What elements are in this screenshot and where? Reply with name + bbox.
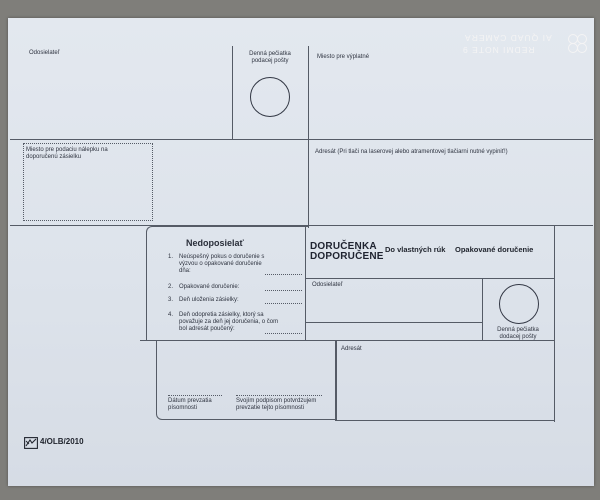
slip-item-4-text: Deň odopretia zásielky, ktorý sa považuje za deň jej doručenia, o čom bol adresát poučený:	[179, 312, 279, 332]
slip-item-4-num: 4.	[168, 312, 174, 318]
signature-fill	[236, 395, 322, 396]
payment-label: Miesto pre výplatné	[317, 54, 370, 60]
divider-top-horizontal	[10, 139, 593, 140]
slip-item-2-fill	[265, 290, 302, 291]
sender-label: Odosielateľ	[29, 50, 60, 56]
slip-item-2-num: 2.	[168, 284, 174, 290]
form-code: 4/OLB/2010	[40, 437, 84, 446]
date-label: Dátum prevzatia písomnosti	[168, 398, 212, 411]
camera-watermark	[462, 32, 592, 56]
receipt-addressee-label: Adresát	[341, 346, 362, 352]
receipt-title: DORUČENKA DOPORUČENE	[310, 241, 384, 262]
stamp-circle	[250, 77, 290, 117]
addressee-box-left	[335, 341, 337, 421]
slip-heading: Nedoposielať	[186, 238, 244, 248]
slip-item-1-fill	[265, 274, 302, 275]
slip-item-3-text: Deň uloženia zásielky:	[179, 297, 239, 303]
date-fill	[168, 395, 222, 396]
receipt-divider-1	[305, 278, 555, 279]
receipt-right-edge	[554, 226, 555, 422]
slip-item-2-text: Opakované doručenie:	[179, 284, 240, 290]
slip-item-1-text: Neúspešný pokus o doručenie s výzvou o opakované doručenie dňa:	[179, 254, 265, 274]
receipt-personal: Do vlastných rúk	[385, 245, 446, 254]
receipt-stamp-label: Denná pečiatka dodacej pošty	[497, 327, 539, 340]
divider-top-vertical-2	[308, 46, 309, 228]
sticker-label: Miesto pre podaciu nálepku na doporučenú zásielku	[26, 147, 108, 160]
divider-top-vertical-1	[232, 46, 233, 140]
receipt-stamp-circle	[499, 284, 539, 324]
watermark-line-1: REDMI NOTE 9	[462, 45, 535, 55]
receipt-divider-2	[305, 322, 483, 323]
camera-lens-icon-4	[577, 43, 587, 53]
slip-item-4-fill	[265, 333, 302, 334]
slip-item-3-fill	[265, 303, 302, 304]
receipt-sender-label: Odosielateľ	[312, 282, 343, 288]
receipt-bottom-edge	[336, 420, 555, 421]
stamp-label: Denná pečiatka podacej pošty	[249, 51, 291, 64]
signature-label: Svojím podpisom potvrdzujem prevzatie tejto písomnosti	[236, 398, 317, 411]
addressee-label: Adresát (Pri tlači na laserovej alebo atramentovej tlačiarni nutné vypiniť!)	[315, 149, 508, 155]
slip-item-1-num: 1.	[168, 254, 174, 260]
post-logo-icon	[24, 436, 38, 448]
receipt-stamp-box-left	[482, 278, 483, 340]
receipt-repeat: Opakované doručenie	[455, 245, 534, 254]
watermark-line-2: AI QUAD CAMERA	[464, 33, 552, 43]
slip-item-3-num: 3.	[168, 297, 174, 303]
